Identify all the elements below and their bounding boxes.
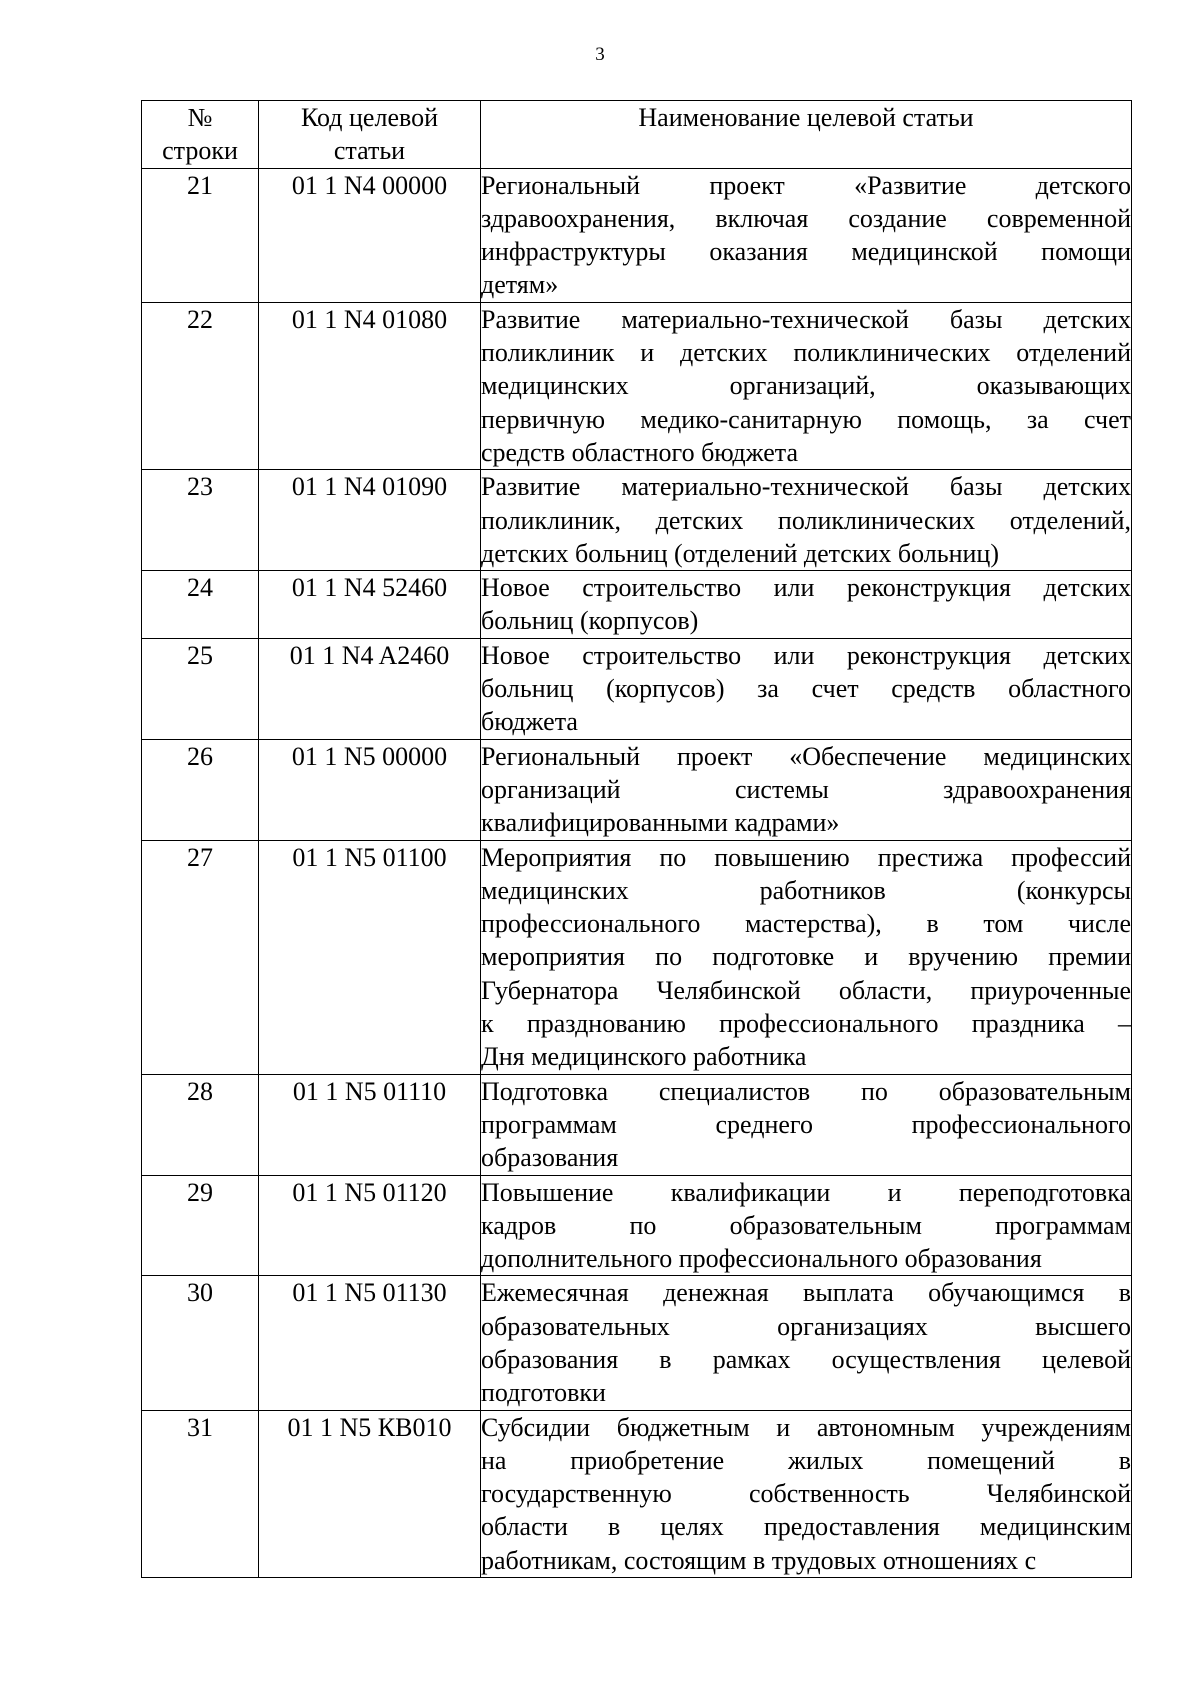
article-code-cell: 01 1 N4 52460 — [259, 571, 481, 639]
article-name-cell — [481, 739, 1132, 840]
article-name-line: образования в рамках осуществления целевой — [481, 1344, 1131, 1374]
article-name-cell — [481, 1410, 1132, 1577]
article-name-line: квалифицированными кадрами» — [481, 808, 840, 838]
target-articles-table — [141, 100, 1132, 1578]
article-name-line: Губернатора Челябинской области, приуроченные — [481, 975, 1131, 1005]
table-body — [142, 168, 1132, 1577]
article-name-cell — [481, 840, 1132, 1074]
article-code-cell: 01 1 N4 00000 — [259, 168, 481, 302]
header-article-code-line1: Код целевой — [300, 103, 438, 132]
article-name-line: области в целях предоставления медицинским — [481, 1512, 1131, 1542]
article-name-cell — [481, 168, 1132, 302]
article-name-cell — [481, 1175, 1132, 1276]
article-name-line: Повышение квалификации и переподготовка — [481, 1177, 1131, 1207]
article-name-line: Мероприятия по повышению престижа профессий — [481, 842, 1131, 872]
article-name-line: образовательных организациях высшего — [481, 1311, 1131, 1341]
article-name-line: детям» — [481, 270, 559, 300]
table-row — [142, 840, 1132, 1074]
article-name-line: на приобретение жилых помещений в — [481, 1445, 1131, 1475]
header-article-code-line2: статьи — [333, 136, 406, 166]
article-name-line: работникам, состоящим в трудовых отношениях с — [481, 1545, 1037, 1575]
article-name-cell — [481, 302, 1132, 469]
table-row — [142, 1074, 1132, 1175]
article-name-line: кадров по образовательным программам — [481, 1210, 1131, 1240]
article-name-line: Ежемесячная денежная выплата обучающимся в — [481, 1278, 1131, 1308]
page-number: 3 — [595, 44, 605, 65]
article-name-line: больниц (корпусов) за счет средств областного — [481, 674, 1131, 704]
article-code-cell: 01 1 N4 A2460 — [259, 638, 481, 739]
article-code-cell: 01 1 N5 КВ010 — [259, 1410, 481, 1577]
article-name-line: первичную медико-санитарную помощь, за счет — [481, 404, 1131, 434]
article-name-cell — [481, 470, 1132, 571]
row-number-cell: 25 — [142, 638, 259, 739]
article-name-line: Новое строительство или реконструкция детских — [481, 640, 1131, 670]
article-name-line: Субсидии бюджетным и автономным учреждениям — [481, 1412, 1131, 1442]
table-row — [142, 1175, 1132, 1276]
article-name-line: Подготовка специалистов по образовательным — [481, 1076, 1131, 1106]
article-code-cell: 01 1 N5 01100 — [259, 840, 481, 1074]
article-name-line: больниц (корпусов) — [481, 606, 699, 636]
article-name-line: Новое строительство или реконструкция детских — [481, 573, 1131, 603]
table-row — [142, 739, 1132, 840]
article-name-line: образования — [481, 1143, 619, 1173]
header-article-code — [259, 101, 481, 169]
table-row — [142, 1410, 1132, 1577]
article-name-line: здравоохранения, включая создание современной — [481, 203, 1131, 233]
header-article-name: Наименование целевой статьи — [481, 101, 1132, 169]
row-number-cell: 29 — [142, 1175, 259, 1276]
article-name-line: дополнительного профессионального образования — [481, 1244, 1042, 1274]
table-row — [142, 571, 1132, 639]
article-name-line: Развитие материально-технической базы детских — [481, 304, 1131, 334]
row-number-cell: 23 — [142, 470, 259, 571]
article-name-line: мероприятия по подготовке и вручению премии — [481, 942, 1131, 972]
article-name-line: средств областного бюджета — [481, 437, 799, 467]
table-row — [142, 168, 1132, 302]
article-name-cell — [481, 1074, 1132, 1175]
article-name-cell — [481, 571, 1132, 639]
article-name-line: детских больниц (отделений детских больниц) — [481, 538, 1000, 568]
article-code-cell: 01 1 N5 01110 — [259, 1074, 481, 1175]
article-name-line: медицинских организаций, оказывающих — [481, 371, 1131, 401]
article-code-cell: 01 1 N4 01090 — [259, 470, 481, 571]
row-number-cell: 24 — [142, 571, 259, 639]
article-name-line: Региональный проект «Обеспечение медицинских — [481, 741, 1131, 771]
article-name-line: поликлиник, детских поликлинических отделений, — [481, 505, 1131, 535]
article-code-cell: 01 1 N4 01080 — [259, 302, 481, 469]
row-number-cell: 28 — [142, 1074, 259, 1175]
table-row — [142, 1276, 1132, 1410]
article-name-line: медицинских работников (конкурсы — [481, 875, 1131, 905]
article-name-cell — [481, 638, 1132, 739]
article-name-line: Региональный проект «Развитие детского — [481, 170, 1131, 200]
table-header-row — [142, 101, 1132, 169]
article-code-cell: 01 1 N5 01130 — [259, 1276, 481, 1410]
article-name-line: государственную собственность Челябинской — [481, 1479, 1131, 1509]
article-name-line: организаций системы здравоохранения — [481, 774, 1131, 804]
row-number-cell: 30 — [142, 1276, 259, 1410]
article-name-line: к празднованию профессионального праздника – — [481, 1009, 1131, 1039]
article-name-line: профессионального мастерства), в том числе — [481, 909, 1131, 939]
article-code-cell: 01 1 N5 00000 — [259, 739, 481, 840]
header-row-number-line1: № — [187, 103, 213, 132]
header-row-number — [142, 101, 259, 169]
article-name-line: Дня медицинского работника — [481, 1042, 807, 1072]
article-code-cell: 01 1 N5 01120 — [259, 1175, 481, 1276]
article-name-line: Развитие материально-технической базы детских — [481, 472, 1131, 502]
article-name-line: подготовки — [481, 1378, 606, 1408]
row-number-cell: 26 — [142, 739, 259, 840]
table-row — [142, 638, 1132, 739]
article-name-line: инфраструктуры оказания медицинской помощи — [481, 237, 1131, 267]
table-row — [142, 302, 1132, 469]
row-number-cell: 21 — [142, 168, 259, 302]
table-row — [142, 470, 1132, 571]
row-number-cell: 22 — [142, 302, 259, 469]
row-number-cell: 27 — [142, 840, 259, 1074]
article-name-line: поликлиник и детских поликлинических отделений — [481, 338, 1131, 368]
article-name-line: программам среднего профессионального — [481, 1109, 1131, 1139]
row-number-cell: 31 — [142, 1410, 259, 1577]
article-name-line: бюджета — [481, 707, 578, 737]
header-row-number-line2: строки — [162, 136, 238, 166]
article-name-cell — [481, 1276, 1132, 1410]
